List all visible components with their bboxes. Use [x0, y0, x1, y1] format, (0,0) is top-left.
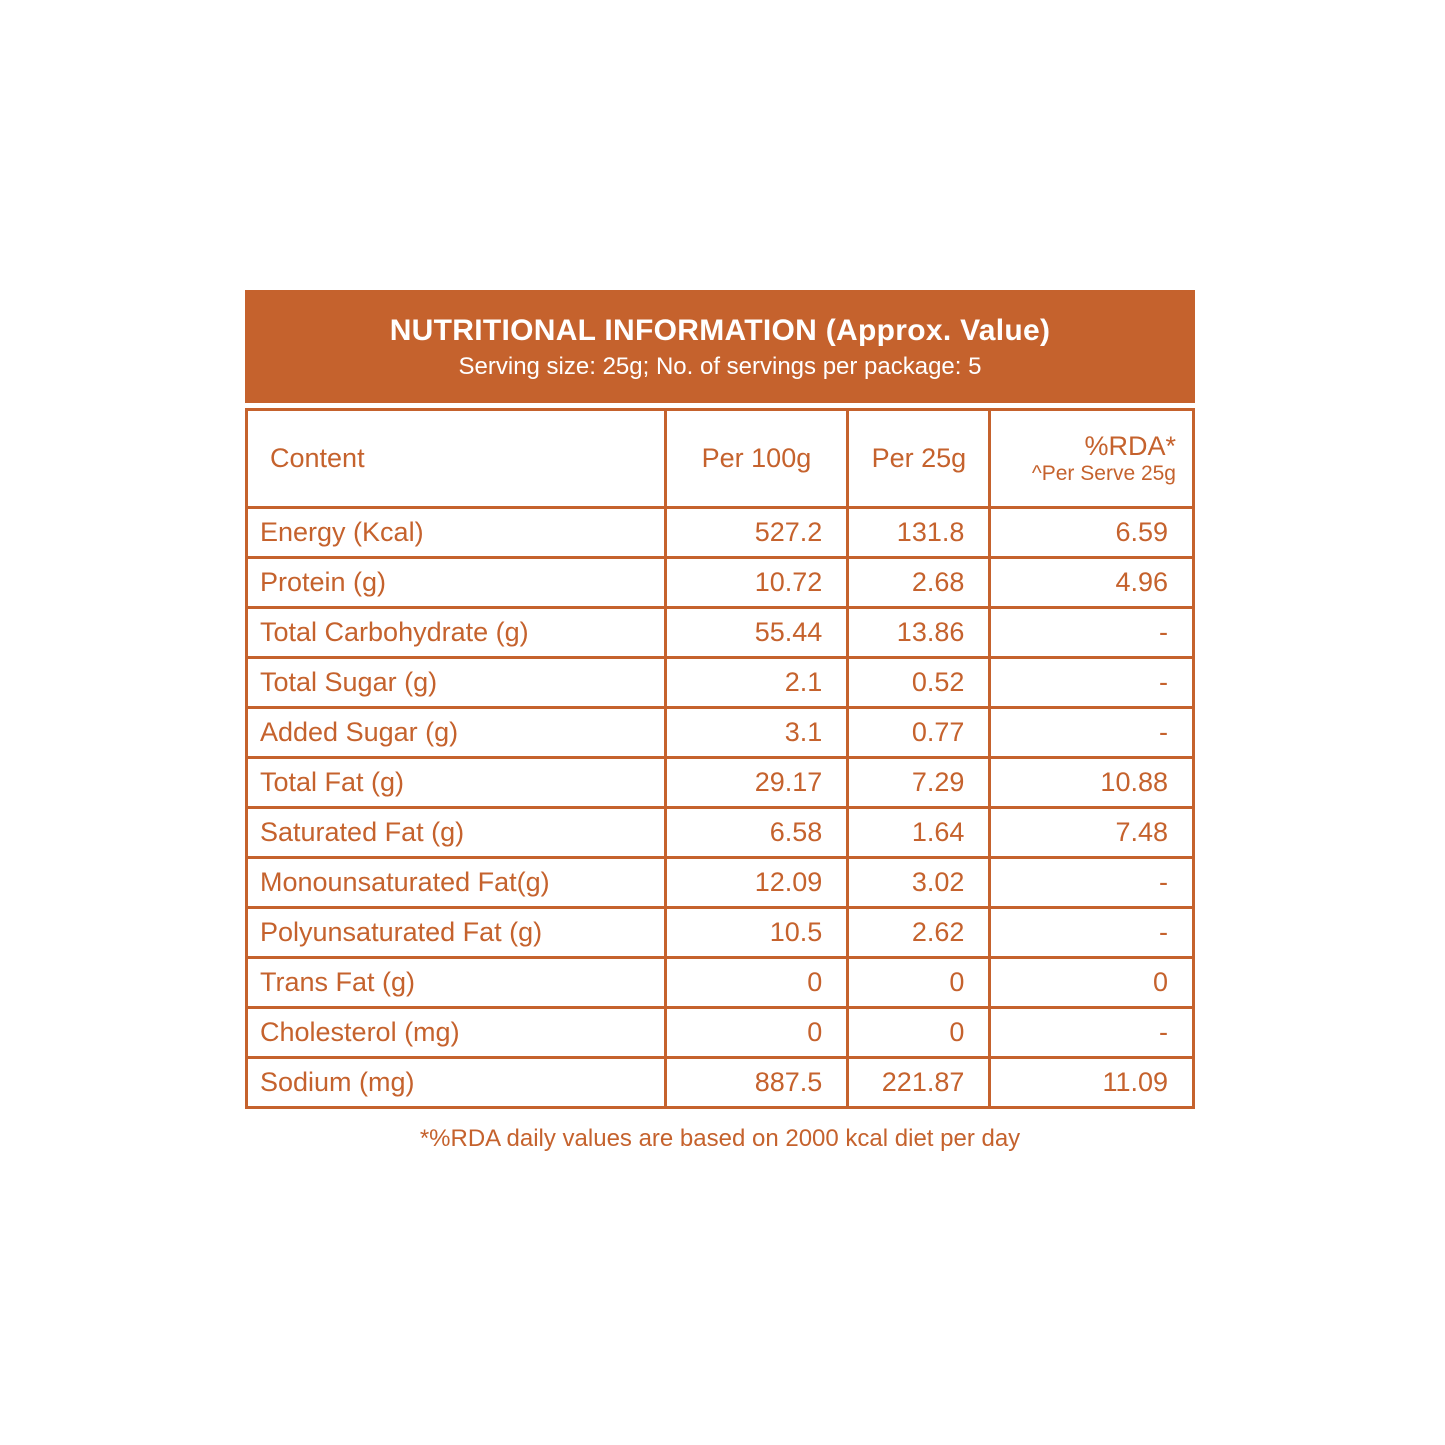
- row-label: Total Carbohydrate (g): [247, 608, 666, 658]
- value-per-25g: 0.52: [848, 658, 990, 708]
- col-header-per-100g: Per 100g: [665, 410, 848, 508]
- value-per-25g: 3.02: [848, 858, 990, 908]
- value-per-100g: 10.5: [665, 908, 848, 958]
- rda-header-line1: %RDA*: [1084, 430, 1176, 461]
- value-per-100g: 0: [665, 958, 848, 1008]
- row-label: Total Fat (g): [247, 758, 666, 808]
- value-per-25g: 0: [848, 958, 990, 1008]
- value-per-100g: 55.44: [665, 608, 848, 658]
- value-per-100g: 0: [665, 1008, 848, 1058]
- rda-footnote: *%RDA daily values are based on 2000 kcal diet per day: [419, 1125, 1021, 1152]
- value-per-100g: 887.5: [665, 1058, 848, 1108]
- row-label: Added Sugar (g): [247, 708, 666, 758]
- rda-header-line2: ^Per Serve 25g: [1031, 461, 1176, 485]
- value-rda: -: [990, 658, 1194, 708]
- row-label: Protein (g): [247, 558, 666, 608]
- table-row: [247, 608, 1194, 658]
- value-rda: 4.96: [990, 558, 1194, 608]
- row-label: Sodium (mg): [247, 1058, 666, 1108]
- value-rda: 6.59: [990, 508, 1194, 558]
- value-per-25g: 1.64: [848, 808, 990, 858]
- table-row: [247, 958, 1194, 1008]
- table-row: [247, 858, 1194, 908]
- value-rda: 11.09: [990, 1058, 1194, 1108]
- value-per-25g: 0: [848, 1008, 990, 1058]
- nutrition-label-block: [245, 290, 1195, 1153]
- row-label: Monounsaturated Fat(g): [247, 858, 666, 908]
- value-per-100g: 10.72: [665, 558, 848, 608]
- row-label: Total Sugar (g): [247, 658, 666, 708]
- row-label: Energy (Kcal): [247, 508, 666, 558]
- table-header: [247, 410, 1194, 508]
- table-row: [247, 908, 1194, 958]
- row-label: Trans Fat (g): [247, 958, 666, 1008]
- table-row: [247, 658, 1194, 708]
- value-per-25g: 221.87: [848, 1058, 990, 1108]
- value-per-100g: 12.09: [665, 858, 848, 908]
- value-per-100g: 29.17: [665, 758, 848, 808]
- table-row: [247, 708, 1194, 758]
- value-per-25g: 7.29: [848, 758, 990, 808]
- col-header-per-25g: Per 25g: [848, 410, 990, 508]
- value-rda: -: [990, 608, 1194, 658]
- table-row: [247, 558, 1194, 608]
- row-label: Polyunsaturated Fat (g): [247, 908, 666, 958]
- value-per-25g: 2.68: [848, 558, 990, 608]
- table-body: [247, 508, 1194, 1108]
- value-rda: -: [990, 908, 1194, 958]
- value-per-25g: 131.8: [848, 508, 990, 558]
- banner-subtitle: Serving size: 25g; No. of servings per package: 5: [458, 353, 982, 380]
- value-per-100g: 2.1: [665, 658, 848, 708]
- banner-title: NUTRITIONAL INFORMATION (Approx. Value): [389, 314, 1051, 347]
- value-rda: 10.88: [990, 758, 1194, 808]
- table-header-row: [247, 410, 1194, 508]
- value-per-25g: 2.62: [848, 908, 990, 958]
- col-header-content: Content: [247, 410, 666, 508]
- table-row: [247, 758, 1194, 808]
- table-row: [247, 1008, 1194, 1058]
- value-rda: -: [990, 708, 1194, 758]
- row-label: Cholesterol (mg): [247, 1008, 666, 1058]
- row-label: Saturated Fat (g): [247, 808, 666, 858]
- value-per-25g: 13.86: [848, 608, 990, 658]
- value-rda: -: [990, 1008, 1194, 1058]
- title-banner: [245, 290, 1195, 403]
- col-header-rda: [990, 410, 1194, 508]
- value-per-100g: 6.58: [665, 808, 848, 858]
- table-row: [247, 1058, 1194, 1108]
- table-row: [247, 808, 1194, 858]
- value-per-100g: 527.2: [665, 508, 848, 558]
- nutrition-table: [245, 408, 1195, 1109]
- value-rda: -: [990, 858, 1194, 908]
- value-rda: 7.48: [990, 808, 1194, 858]
- value-per-100g: 3.1: [665, 708, 848, 758]
- table-row: [247, 508, 1194, 558]
- value-per-25g: 0.77: [848, 708, 990, 758]
- value-rda: 0: [990, 958, 1194, 1008]
